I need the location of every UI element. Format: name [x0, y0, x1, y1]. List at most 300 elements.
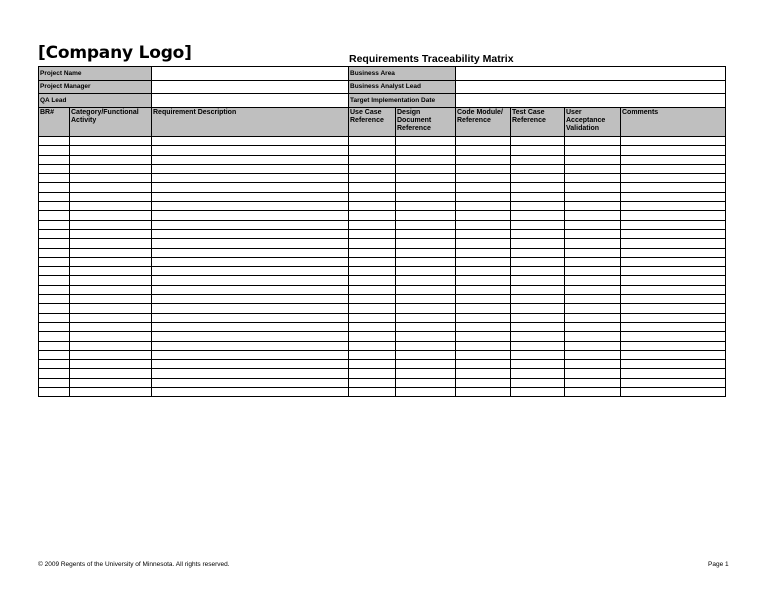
- matrix-cell[interactable]: [621, 285, 726, 294]
- matrix-cell[interactable]: [565, 229, 621, 238]
- matrix-cell[interactable]: [152, 378, 349, 387]
- matrix-cell[interactable]: [152, 341, 349, 350]
- table-row: [39, 304, 726, 313]
- table-row: [39, 369, 726, 378]
- matrix-cell[interactable]: [396, 146, 456, 155]
- matrix-cell[interactable]: [39, 229, 70, 238]
- matrix-cell[interactable]: [511, 350, 565, 359]
- matrix-cell[interactable]: [396, 295, 456, 304]
- matrix-cell[interactable]: [621, 239, 726, 248]
- matrix-cell[interactable]: [396, 174, 456, 183]
- matrix-cell[interactable]: [396, 332, 456, 341]
- matrix-cell[interactable]: [152, 146, 349, 155]
- matrix-cell[interactable]: [349, 257, 396, 266]
- matrix-cell[interactable]: [511, 341, 565, 350]
- matrix-cell[interactable]: [511, 267, 565, 276]
- matrix-cell[interactable]: [152, 229, 349, 238]
- matrix-cell[interactable]: [456, 341, 511, 350]
- matrix-cell[interactable]: [70, 360, 152, 369]
- matrix-cell[interactable]: [39, 378, 70, 387]
- matrix-cell[interactable]: [511, 378, 565, 387]
- matrix-cell[interactable]: [349, 202, 396, 211]
- matrix-cell[interactable]: [511, 202, 565, 211]
- matrix-cell[interactable]: [621, 341, 726, 350]
- matrix-cell[interactable]: [70, 137, 152, 146]
- matrix-cell[interactable]: [39, 388, 70, 397]
- matrix-cell[interactable]: [565, 388, 621, 397]
- matrix-cell[interactable]: [511, 229, 565, 238]
- matrix-cell[interactable]: [349, 174, 396, 183]
- matrix-cell[interactable]: [456, 220, 511, 229]
- matrix-cell[interactable]: [39, 341, 70, 350]
- matrix-cell[interactable]: [39, 164, 70, 173]
- matrix-cell[interactable]: [152, 276, 349, 285]
- matrix-cell[interactable]: [396, 164, 456, 173]
- matrix-cell[interactable]: [511, 276, 565, 285]
- matrix-cell[interactable]: [456, 202, 511, 211]
- matrix-cell[interactable]: [396, 248, 456, 257]
- matrix-cell[interactable]: [511, 304, 565, 313]
- matrix-cell[interactable]: [39, 322, 70, 331]
- matrix-cell[interactable]: [511, 155, 565, 164]
- info-row: [39, 80, 726, 94]
- matrix-cell[interactable]: [39, 257, 70, 266]
- matrix-cell[interactable]: [349, 276, 396, 285]
- matrix-cell[interactable]: [456, 239, 511, 248]
- matrix-cell[interactable]: [456, 332, 511, 341]
- matrix-cell[interactable]: [70, 295, 152, 304]
- matrix-cell[interactable]: [621, 248, 726, 257]
- matrix-cell[interactable]: [70, 220, 152, 229]
- matrix-cell[interactable]: [349, 164, 396, 173]
- matrix-cell[interactable]: [396, 378, 456, 387]
- matrix-cell[interactable]: [152, 388, 349, 397]
- info-label: Project Name: [39, 67, 152, 81]
- matrix-cell[interactable]: [152, 164, 349, 173]
- matrix-cell[interactable]: [349, 285, 396, 294]
- matrix-cell[interactable]: [456, 276, 511, 285]
- matrix-cell[interactable]: [349, 388, 396, 397]
- matrix-cell[interactable]: [70, 341, 152, 350]
- matrix-cell[interactable]: [349, 183, 396, 192]
- info-value-cell[interactable]: [456, 80, 726, 94]
- matrix-cell[interactable]: [621, 137, 726, 146]
- matrix-cell[interactable]: [396, 239, 456, 248]
- matrix-cell[interactable]: [396, 388, 456, 397]
- matrix-cell[interactable]: [349, 229, 396, 238]
- matrix-cell[interactable]: [70, 304, 152, 313]
- table-row: [39, 155, 726, 164]
- matrix-cell[interactable]: [70, 332, 152, 341]
- matrix-cell[interactable]: [621, 332, 726, 341]
- table-row: [39, 174, 726, 183]
- matrix-cell[interactable]: [70, 350, 152, 359]
- matrix-cell[interactable]: [456, 183, 511, 192]
- matrix-cell[interactable]: [396, 276, 456, 285]
- matrix-cell[interactable]: [152, 257, 349, 266]
- traceability-matrix-table: [38, 107, 726, 397]
- matrix-cell[interactable]: [565, 211, 621, 220]
- matrix-cell[interactable]: [565, 183, 621, 192]
- matrix-cell[interactable]: [396, 304, 456, 313]
- matrix-cell[interactable]: [152, 304, 349, 313]
- matrix-cell[interactable]: [152, 295, 349, 304]
- matrix-cell[interactable]: [152, 211, 349, 220]
- matrix-cell[interactable]: [565, 360, 621, 369]
- matrix-cell[interactable]: [349, 304, 396, 313]
- matrix-cell[interactable]: [70, 322, 152, 331]
- matrix-cell[interactable]: [621, 229, 726, 238]
- matrix-cell[interactable]: [456, 369, 511, 378]
- info-row: [39, 94, 726, 108]
- matrix-cell[interactable]: [152, 322, 349, 331]
- matrix-cell[interactable]: [511, 211, 565, 220]
- matrix-cell[interactable]: [152, 332, 349, 341]
- matrix-cell[interactable]: [456, 229, 511, 238]
- matrix-cell[interactable]: [511, 295, 565, 304]
- matrix-cell[interactable]: [565, 202, 621, 211]
- matrix-cell[interactable]: [565, 267, 621, 276]
- matrix-cell[interactable]: [456, 137, 511, 146]
- matrix-cell[interactable]: [39, 285, 70, 294]
- matrix-cell[interactable]: [511, 164, 565, 173]
- matrix-cell[interactable]: [621, 304, 726, 313]
- matrix-cell[interactable]: [152, 174, 349, 183]
- matrix-cell[interactable]: [152, 202, 349, 211]
- matrix-cell[interactable]: [456, 378, 511, 387]
- matrix-cell[interactable]: [70, 248, 152, 257]
- matrix-cell[interactable]: [70, 146, 152, 155]
- company-logo: [Company Logo]: [38, 43, 192, 63]
- column-header: Category/Functional Activity: [70, 108, 152, 137]
- matrix-cell[interactable]: [511, 257, 565, 266]
- matrix-cell[interactable]: [70, 369, 152, 378]
- table-row: [39, 164, 726, 173]
- matrix-cell[interactable]: [70, 211, 152, 220]
- matrix-cell[interactable]: [349, 378, 396, 387]
- matrix-cell[interactable]: [565, 322, 621, 331]
- matrix-cell[interactable]: [621, 350, 726, 359]
- matrix-cell[interactable]: [565, 257, 621, 266]
- matrix-cell[interactable]: [396, 360, 456, 369]
- matrix-cell[interactable]: [396, 192, 456, 201]
- matrix-cell[interactable]: [456, 313, 511, 322]
- matrix-cell[interactable]: [456, 174, 511, 183]
- matrix-cell[interactable]: [621, 295, 726, 304]
- column-header: User Acceptance Validation: [565, 108, 621, 137]
- matrix-cell[interactable]: [152, 360, 349, 369]
- matrix-cell[interactable]: [511, 388, 565, 397]
- matrix-cell[interactable]: [511, 360, 565, 369]
- matrix-cell[interactable]: [511, 248, 565, 257]
- matrix-cell[interactable]: [396, 341, 456, 350]
- info-value-cell[interactable]: [456, 94, 726, 108]
- matrix-cell[interactable]: [621, 369, 726, 378]
- matrix-cell[interactable]: [456, 155, 511, 164]
- table-row: [39, 137, 726, 146]
- matrix-cell[interactable]: [39, 304, 70, 313]
- info-value-cell[interactable]: [152, 94, 349, 108]
- matrix-cell[interactable]: [152, 220, 349, 229]
- matrix-cell[interactable]: [152, 192, 349, 201]
- matrix-cell[interactable]: [349, 332, 396, 341]
- matrix-cell[interactable]: [396, 285, 456, 294]
- matrix-cell[interactable]: [70, 164, 152, 173]
- matrix-cell[interactable]: [565, 304, 621, 313]
- matrix-cell[interactable]: [565, 378, 621, 387]
- matrix-cell[interactable]: [621, 322, 726, 331]
- matrix-cell[interactable]: [349, 295, 396, 304]
- matrix-cell[interactable]: [349, 248, 396, 257]
- matrix-cell[interactable]: [456, 322, 511, 331]
- matrix-cell[interactable]: [152, 285, 349, 294]
- matrix-cell[interactable]: [39, 350, 70, 359]
- matrix-cell[interactable]: [621, 174, 726, 183]
- matrix-cell[interactable]: [70, 174, 152, 183]
- matrix-cell[interactable]: [70, 229, 152, 238]
- matrix-cell[interactable]: [511, 146, 565, 155]
- matrix-cell[interactable]: [565, 220, 621, 229]
- matrix-cell[interactable]: [349, 322, 396, 331]
- matrix-cell[interactable]: [511, 369, 565, 378]
- matrix-cell[interactable]: [152, 183, 349, 192]
- matrix-cell[interactable]: [39, 192, 70, 201]
- table-row: [39, 146, 726, 155]
- info-value-cell[interactable]: [456, 67, 726, 81]
- project-info-table: [38, 66, 726, 108]
- matrix-cell[interactable]: [621, 183, 726, 192]
- matrix-cell[interactable]: [152, 267, 349, 276]
- matrix-cell[interactable]: [621, 164, 726, 173]
- matrix-cell[interactable]: [39, 202, 70, 211]
- table-row: [39, 313, 726, 322]
- matrix-cell[interactable]: [39, 369, 70, 378]
- matrix-cell[interactable]: [349, 313, 396, 322]
- matrix-cell[interactable]: [621, 220, 726, 229]
- matrix-cell[interactable]: [349, 220, 396, 229]
- column-header: Code Module/ Reference: [456, 108, 511, 137]
- matrix-cell[interactable]: [39, 183, 70, 192]
- matrix-cell[interactable]: [70, 202, 152, 211]
- table-row: [39, 388, 726, 397]
- matrix-cell[interactable]: [70, 313, 152, 322]
- matrix-cell[interactable]: [565, 285, 621, 294]
- matrix-cell[interactable]: [39, 211, 70, 220]
- matrix-cell[interactable]: [70, 239, 152, 248]
- matrix-cell[interactable]: [456, 248, 511, 257]
- matrix-cell[interactable]: [565, 350, 621, 359]
- column-header: Test Case Reference: [511, 108, 565, 137]
- matrix-cell[interactable]: [396, 211, 456, 220]
- info-label: Business Area: [349, 67, 456, 81]
- matrix-cell[interactable]: [621, 155, 726, 164]
- matrix-cell[interactable]: [349, 369, 396, 378]
- matrix-cell[interactable]: [565, 137, 621, 146]
- matrix-cell[interactable]: [621, 146, 726, 155]
- matrix-cell[interactable]: [39, 220, 70, 229]
- matrix-cell[interactable]: [396, 257, 456, 266]
- info-row: [39, 67, 726, 81]
- table-row: [39, 239, 726, 248]
- column-header: BR#: [39, 108, 70, 137]
- matrix-cell[interactable]: [152, 137, 349, 146]
- matrix-cell[interactable]: [456, 257, 511, 266]
- table-row: [39, 350, 726, 359]
- matrix-cell[interactable]: [39, 313, 70, 322]
- matrix-cell[interactable]: [349, 341, 396, 350]
- matrix-cell[interactable]: [456, 304, 511, 313]
- matrix-cell[interactable]: [565, 313, 621, 322]
- matrix-cell[interactable]: [39, 267, 70, 276]
- matrix-cell[interactable]: [565, 146, 621, 155]
- info-label: Target Implementation Date: [349, 94, 456, 108]
- matrix-cell[interactable]: [456, 388, 511, 397]
- matrix-cell[interactable]: [70, 155, 152, 164]
- matrix-cell[interactable]: [565, 164, 621, 173]
- table-row: [39, 360, 726, 369]
- matrix-cell[interactable]: [621, 267, 726, 276]
- matrix-cell[interactable]: [396, 322, 456, 331]
- matrix-cell[interactable]: [565, 239, 621, 248]
- matrix-cell[interactable]: [349, 239, 396, 248]
- matrix-cell[interactable]: [565, 369, 621, 378]
- matrix-cell[interactable]: [456, 267, 511, 276]
- matrix-cell[interactable]: [456, 146, 511, 155]
- matrix-cell[interactable]: [511, 332, 565, 341]
- matrix-cell[interactable]: [39, 248, 70, 257]
- matrix-cell[interactable]: [70, 285, 152, 294]
- column-header: Use Case Reference: [349, 108, 396, 137]
- matrix-cell[interactable]: [39, 146, 70, 155]
- matrix-cell[interactable]: [456, 285, 511, 294]
- matrix-cell[interactable]: [456, 295, 511, 304]
- matrix-cell[interactable]: [39, 155, 70, 164]
- matrix-cell[interactable]: [39, 332, 70, 341]
- matrix-cell[interactable]: [152, 369, 349, 378]
- matrix-cell[interactable]: [565, 295, 621, 304]
- matrix-cell[interactable]: [39, 276, 70, 285]
- matrix-cell[interactable]: [621, 313, 726, 322]
- matrix-cell[interactable]: [152, 239, 349, 248]
- matrix-cell[interactable]: [349, 211, 396, 220]
- matrix-cell[interactable]: [70, 257, 152, 266]
- matrix-cell[interactable]: [396, 229, 456, 238]
- matrix-cell[interactable]: [396, 155, 456, 164]
- copyright-notice: © 2009 Regents of the University of Minnesota. All rights reserved.: [38, 561, 230, 568]
- matrix-cell[interactable]: [565, 341, 621, 350]
- matrix-cell[interactable]: [70, 183, 152, 192]
- matrix-cell[interactable]: [511, 174, 565, 183]
- matrix-cell[interactable]: [39, 360, 70, 369]
- matrix-cell[interactable]: [511, 239, 565, 248]
- matrix-cell[interactable]: [511, 192, 565, 201]
- matrix-cell[interactable]: [456, 350, 511, 359]
- matrix-cell[interactable]: [621, 257, 726, 266]
- matrix-cell[interactable]: [152, 155, 349, 164]
- column-header: Comments: [621, 108, 726, 137]
- matrix-cell[interactable]: [349, 146, 396, 155]
- table-row: [39, 211, 726, 220]
- matrix-cell[interactable]: [70, 276, 152, 285]
- info-value-cell[interactable]: [152, 80, 349, 94]
- matrix-cell[interactable]: [396, 313, 456, 322]
- column-header: Requirement Description: [152, 108, 349, 137]
- matrix-cell[interactable]: [152, 248, 349, 257]
- matrix-cell[interactable]: [456, 211, 511, 220]
- matrix-cell[interactable]: [565, 248, 621, 257]
- matrix-cell[interactable]: [349, 350, 396, 359]
- table-row: [39, 378, 726, 387]
- matrix-cell[interactable]: [349, 360, 396, 369]
- matrix-cell[interactable]: [511, 183, 565, 192]
- matrix-cell[interactable]: [511, 137, 565, 146]
- matrix-cell[interactable]: [70, 267, 152, 276]
- matrix-cell[interactable]: [565, 192, 621, 201]
- matrix-cell[interactable]: [349, 137, 396, 146]
- matrix-cell[interactable]: [396, 369, 456, 378]
- matrix-cell[interactable]: [565, 155, 621, 164]
- info-label: QA Lead: [39, 94, 152, 108]
- table-row: [39, 322, 726, 331]
- matrix-cell[interactable]: [565, 332, 621, 341]
- table-row: [39, 229, 726, 238]
- matrix-cell[interactable]: [511, 322, 565, 331]
- matrix-cell[interactable]: [396, 202, 456, 211]
- table-row: [39, 295, 726, 304]
- matrix-cell[interactable]: [39, 295, 70, 304]
- table-row: [39, 341, 726, 350]
- table-row: [39, 220, 726, 229]
- table-row: [39, 183, 726, 192]
- matrix-cell[interactable]: [456, 360, 511, 369]
- matrix-cell[interactable]: [396, 350, 456, 359]
- matrix-cell[interactable]: [152, 313, 349, 322]
- matrix-cell[interactable]: [511, 285, 565, 294]
- matrix-cell[interactable]: [565, 174, 621, 183]
- table-row: [39, 332, 726, 341]
- matrix-cell[interactable]: [456, 164, 511, 173]
- matrix-cell[interactable]: [621, 360, 726, 369]
- matrix-cell[interactable]: [396, 220, 456, 229]
- matrix-cell[interactable]: [39, 239, 70, 248]
- matrix-cell[interactable]: [565, 276, 621, 285]
- matrix-cell[interactable]: [621, 388, 726, 397]
- matrix-cell[interactable]: [621, 202, 726, 211]
- matrix-cell[interactable]: [152, 350, 349, 359]
- document-title: Requirements Traceability Matrix: [349, 53, 514, 65]
- matrix-cell[interactable]: [349, 155, 396, 164]
- matrix-cell[interactable]: [39, 174, 70, 183]
- matrix-cell[interactable]: [70, 388, 152, 397]
- matrix-cell[interactable]: [621, 211, 726, 220]
- matrix-cell[interactable]: [396, 183, 456, 192]
- info-value-cell[interactable]: [152, 67, 349, 81]
- matrix-cell[interactable]: [621, 276, 726, 285]
- matrix-cell[interactable]: [456, 192, 511, 201]
- matrix-cell[interactable]: [70, 192, 152, 201]
- matrix-cell[interactable]: [349, 192, 396, 201]
- matrix-cell[interactable]: [349, 267, 396, 276]
- matrix-cell[interactable]: [396, 267, 456, 276]
- matrix-cell[interactable]: [39, 137, 70, 146]
- matrix-cell[interactable]: [621, 192, 726, 201]
- matrix-cell[interactable]: [396, 137, 456, 146]
- matrix-cell[interactable]: [511, 220, 565, 229]
- matrix-cell[interactable]: [511, 313, 565, 322]
- page-number: Page 1: [708, 561, 729, 568]
- matrix-cell[interactable]: [621, 378, 726, 387]
- matrix-cell[interactable]: [70, 378, 152, 387]
